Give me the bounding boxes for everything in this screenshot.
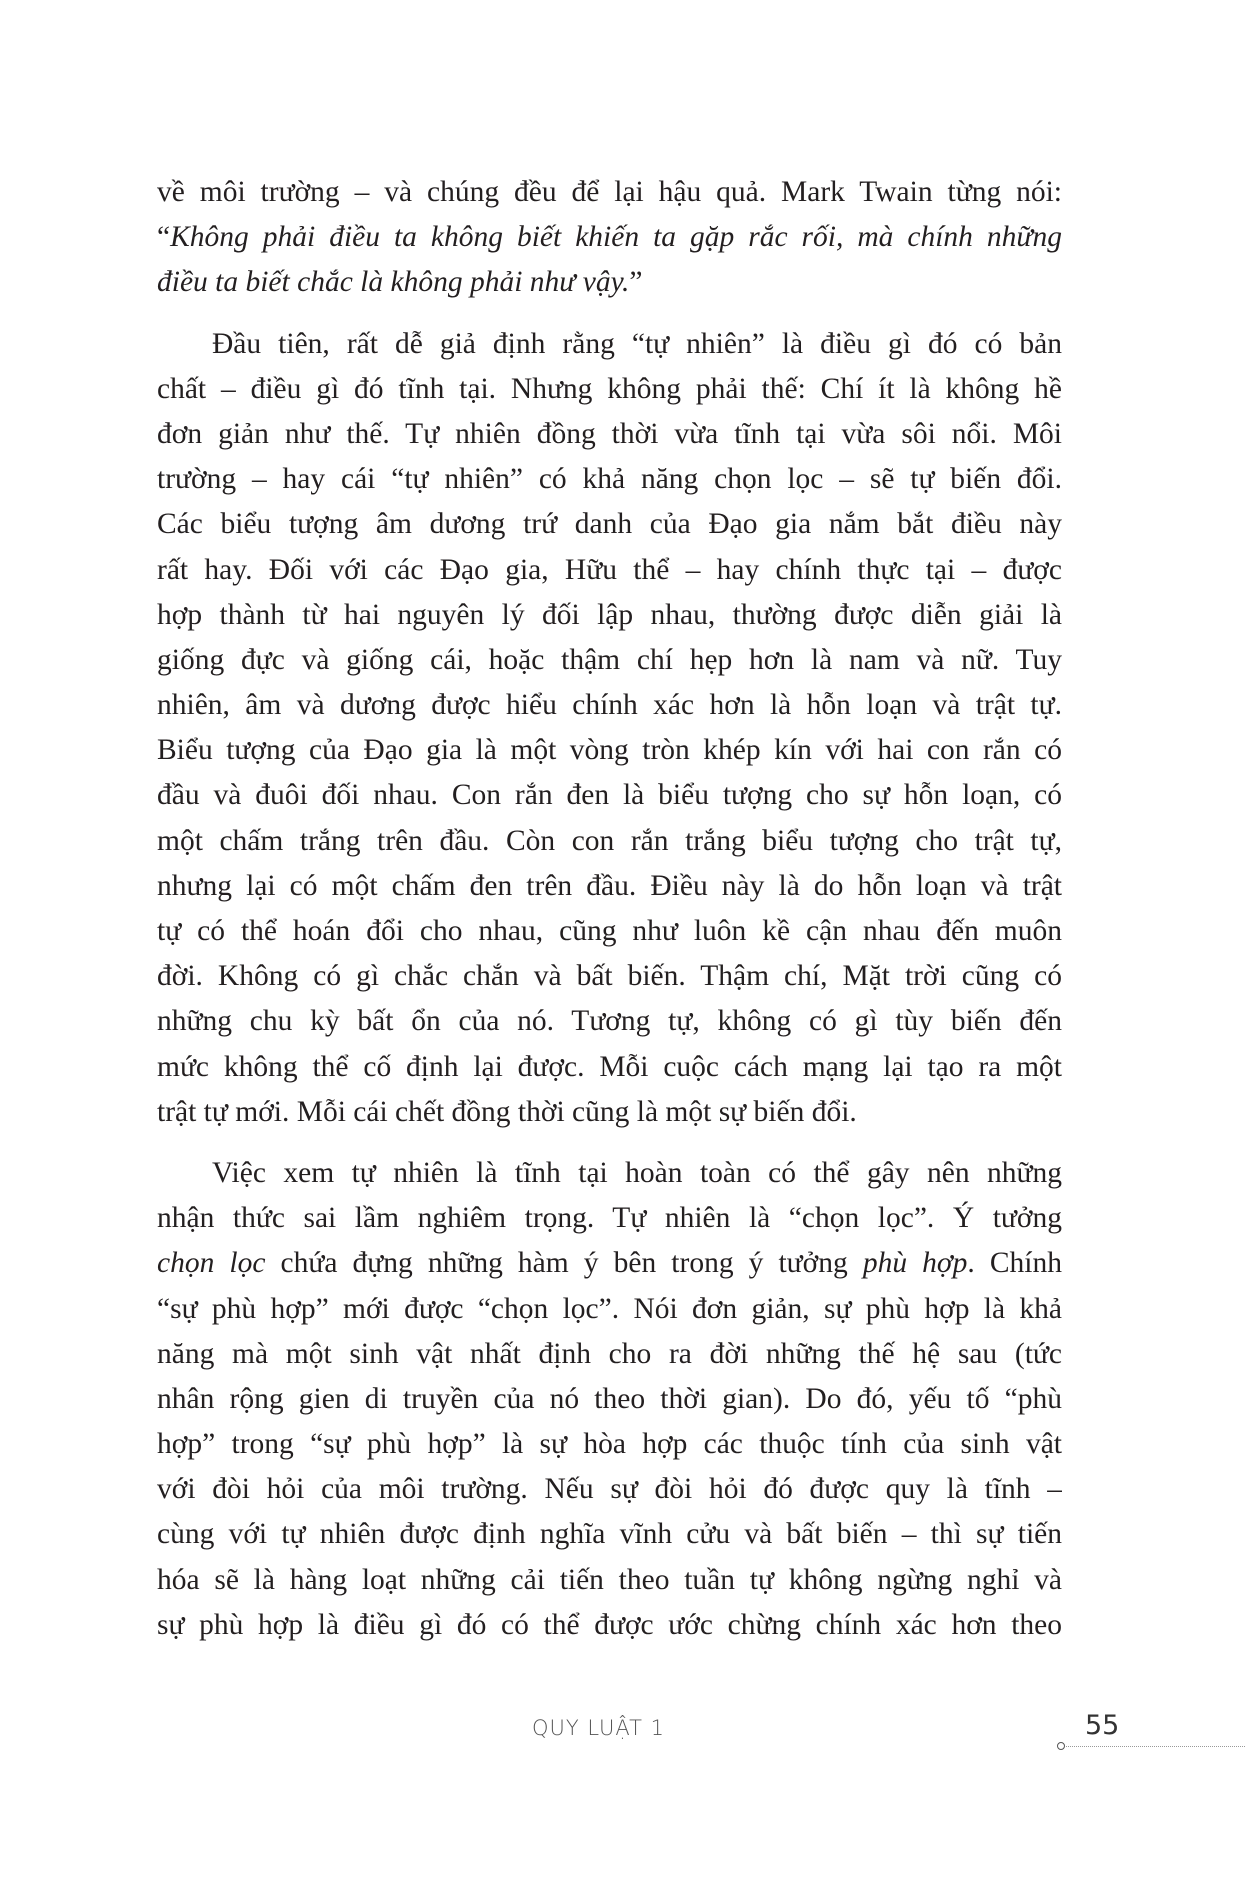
text-run: giống đực và giống cái, hoặc thậm chí hẹp hơn là nam và nữ. Tuy [157,643,1062,676]
footer-dotted-rule [1066,1746,1245,1747]
text-line [157,1196,1062,1241]
text-run: nhưng lại có một chấm đen trên đầu. Điều này là do hỗn loạn và trật [157,869,1062,902]
italic-text: phù hợp [862,1247,968,1280]
text-line [157,1287,1062,1332]
text-run: nhiên, âm và dương được hiểu chính xác hơn là hỗn loạn và trật tự. [157,689,1062,722]
text-line [157,457,1062,502]
italic-text: chọn lọc [157,1247,266,1280]
text-run: hóa sẽ là hàng loạt những cải tiến theo tuần tự không ngừng nghỉ và [157,1563,1062,1596]
text-line [157,367,1062,412]
paragraph [157,322,1062,1135]
text-line [157,999,1062,1044]
text-line [157,1467,1062,1512]
text-line [157,412,1062,457]
page-number: 55 [1085,1710,1120,1741]
text-line [157,1422,1062,1467]
text-run: đơn giản như thế. Tự nhiên đồng thời vừa tĩnh tại vừa sôi nổi. Môi [157,417,1062,450]
text-run: “sự phù hợp” mới được “chọn lọc”. Nói đơn giản, sự phù hợp là khả [157,1292,1062,1325]
text-line [157,170,1062,215]
text-run: nhận thức sai lầm nghiêm trọng. Tự nhiên là “chọn lọc”. Ý tưởng [157,1202,1062,1235]
text-run: Việc xem tự nhiên là tĩnh tại hoàn toàn có thể gây nên những [212,1156,1062,1189]
text-line [157,1090,1062,1135]
text-run: Các biểu tượng âm dương trứ danh của Đạo gia nắm bắt điều này [157,508,1062,541]
text-run: Biểu tượng của Đạo gia là một vòng tròn khép kín với hai con rắn có [157,734,1062,767]
text-run: với đòi hỏi của môi trường. Nếu sự đòi hỏi đó được quy là tĩnh – [157,1473,1062,1506]
text-line [157,864,1062,909]
text-run: trường – hay cái “tự nhiên” có khả năng chọn lọc – sẽ tự biến đổi. [157,463,1062,496]
text-run: . Chính [967,1247,1062,1280]
italic-text: điều ta biết chắc là không phải như vậy. [157,266,630,299]
text-run: rất hay. Đối với các Đạo gia, Hữu thể – hay chính thực tại – được [157,553,1062,586]
text-run: tự có thể hoán đổi cho nhau, cũng như luôn kề cận nhau đến muôn [157,915,1062,947]
text-run: hợp” trong “sự phù hợp” là sự hòa hợp các thuộc tính của sinh vật [157,1428,1062,1461]
paragraph [157,1151,1062,1648]
body-text [157,170,1062,1648]
text-line [157,593,1062,638]
text-line [157,1603,1062,1648]
text-run: đời. Không có gì chắc chắn và bất biến. Thậm chí, Mặt trời cũng có [157,960,1062,993]
text-run: đầu và đuôi đối nhau. Con rắn đen là biểu tượng cho sự hỗn loạn, có [157,779,1062,812]
text-run: ” [629,266,643,299]
text-run: mức không thể cố định lại được. Mỗi cuộc cách mạng lại tạo ra một [157,1050,1062,1083]
text-run: sự phù hợp là điều gì đó có thể được ước chừng chính xác hơn theo [157,1608,1062,1641]
text-line [157,1512,1062,1557]
text-line [157,322,1062,367]
running-footer-chapter: QUY LUẬT 1 [532,1716,666,1740]
text-run: nhân rộng gien di truyền của nó theo thời gian). Do đó, yếu tố “phù [157,1382,1062,1415]
text-line [157,638,1062,683]
paragraph [157,170,1062,306]
text-line [157,1045,1062,1090]
text-run: cùng với tự nhiên được định nghĩa vĩnh cửu và bất biến – thì sự tiến [157,1518,1062,1551]
text-run: những chu kỳ bất ổn của nó. Tương tự, không có gì tùy biến đến [157,1005,1062,1038]
text-line [157,773,1062,818]
text-line [157,215,1062,260]
text-run: chất – điều gì đó tĩnh tại. Nhưng không phải thế: Chí ít là không hề [157,372,1062,405]
footer-circle-ornament [1057,1742,1065,1750]
text-run: về môi trường – và chúng đều để lại hậu quả. Mark Twain từng nói: [157,176,1062,208]
text-line [157,1241,1062,1286]
text-run: chứa đựng những hàm ý bên trong ý tưởng [265,1247,863,1280]
text-line [157,1332,1062,1377]
text-line [157,819,1062,864]
text-run: Đầu tiên, rất dễ giả định rằng “tự nhiên” là điều gì đó có bản [212,327,1062,360]
text-line [157,728,1062,773]
text-run: một chấm trắng trên đầu. Còn con rắn trắng biểu tượng cho trật tự, [157,824,1062,857]
text-line [157,1558,1062,1603]
text-line [157,1377,1062,1422]
text-line [157,502,1062,547]
text-run: năng mà một sinh vật nhất định cho ra đời những thế hệ sau (tức [157,1337,1062,1370]
text-line [157,909,1062,954]
text-line [157,954,1062,999]
text-line [157,260,1062,305]
text-run: “ [157,221,171,254]
text-line [157,1151,1062,1196]
italic-text: Không phải điều ta không biết khiến ta gặp rắc rối, mà chính những [170,221,1062,254]
text-run: hợp thành từ hai nguyên lý đối lập nhau, thường được diễn giải là [157,598,1062,631]
text-line [157,683,1062,728]
text-line [157,548,1062,593]
text-run: trật tự mới. Mỗi cái chết đồng thời cũng là một sự biến đổi. [157,1095,857,1128]
